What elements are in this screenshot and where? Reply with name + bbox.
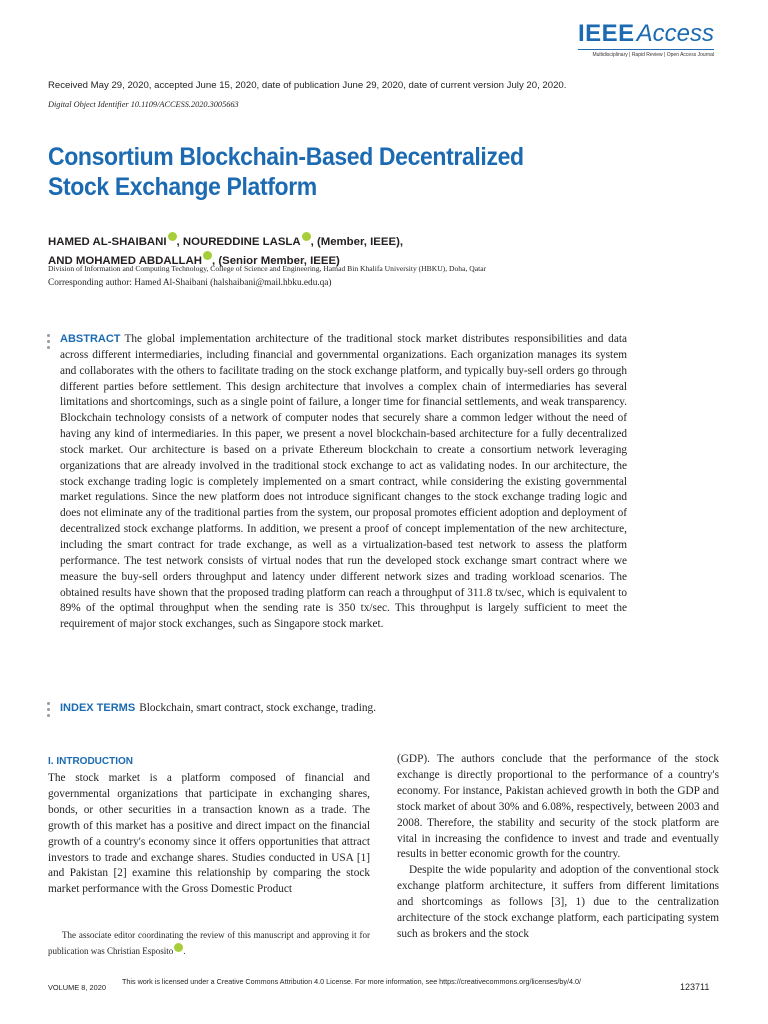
page-number: 123711 — [680, 982, 710, 992]
footer-license: This work is licensed under a Creative Commons Attribution 4.0 License. For more information, see https://creativecommons.org/licenses/by/4.0/ — [122, 977, 582, 986]
author-name: HAMED AL-SHAIBANI — [48, 235, 167, 248]
paper-title-line-2: Stock Exchange Platform — [48, 173, 317, 201]
author-name: MOHAMED ABDALLAH — [75, 254, 202, 267]
author-line-1 — [48, 232, 403, 251]
index-terms-marker-icon — [47, 702, 51, 720]
orcid-icon[interactable] — [302, 232, 311, 241]
footer-volume: VOLUME 8, 2020 — [48, 983, 106, 992]
abstract-text: The global implementation architecture of the traditional stock market distributes responsibilities and data across different intermediaries, including financial and governmental organizations. Each organization manages its system and collaborates with the others to facilitate trading on the stock exchange platform, and typically buy-sell orders go through different parties before settlement. This design architecture that involves a complex chain of intermediaries has several limitations and shortcomings, such as a single point of failure, a longer time for financial settlements, and weak transparency. Blockchain technology consists of a network of computer nodes that securely share a common ledger without the need of having any kind of intermediaries. In this paper, we present a novel blockchain-based architecture for a fully decentralized stock market. Our architecture is based on a private Ethereum blockchain to create a consortium network leveraging organizations that are already involved in the traditional stock exchange to act as validating nodes. In our architecture, the stock exchange trading logic is completely implemented on a smart contract, while considering the existing governmental market regulations. Since the new platform does not introduce significant changes to the stock exchange trading logic and does not eliminate any of the traditional parties from the system, our proposal promotes efficient adoption and deployment of decentralized stock exchange platforms. In addition, we present a proof of concept implementation of the new architecture, including the smart contract for trade exchange, as well as a virtualization-based test network to assess the platform performance. The test network consists of virtual nodes that run the developed stock exchange smart contract where we measure the buy-sell orders throughput and latency under different network sizes and trading workload scenarios. The obtained results have shown that the proposed trading platform can reach a throughput of 311.8 tx/sec, which is equivalent to 89% of the optimal throughput when the sending rate is 350 tx/sec. This throughput is largely sufficient to meet the requirement of major stock exchanges, such as Singapore stock market. — [60, 333, 627, 631]
body-paragraph: (GDP). The authors conclude that the performance of the stock exchange is directly proportional to the performance of a country's economy. For instance, Pakistan achieved growth in both the GDP and stock market of about 30% and 6.08%, respectively, between 2003 and 2008. Therefore, the stability and security of the stock platform are vital in increasing the confidence to invest and trade and eventually results in better economic growth for the country. — [397, 753, 719, 861]
author-separator: , — [176, 235, 183, 248]
doi: Digital Object Identifier 10.1109/ACCESS.2020.3005663 — [48, 100, 239, 109]
orcid-icon[interactable] — [168, 232, 177, 241]
author-conjunction: AND — [48, 254, 76, 267]
author-membership: , (Member, IEEE), — [310, 235, 404, 248]
publication-history: Received May 29, 2020, accepted June 15, 2020, date of publication June 29, 2020, date of current version July 20, 2020. — [48, 80, 567, 91]
author-membership: , (Senior Member, IEEE) — [211, 254, 340, 267]
journal-logo — [578, 22, 714, 58]
orcid-icon[interactable] — [203, 251, 212, 260]
corresponding-author: Corresponding author: Hamed Al-Shaibani (halshaibani@mail.hbku.edu.qa) — [48, 278, 332, 288]
footnote-text: The associate editor coordinating the review of this manuscript and approving it for publication was Christian Esposito — [48, 930, 370, 956]
body-column-right — [397, 752, 719, 943]
journal-brand: IEEE — [577, 20, 635, 47]
orcid-icon[interactable] — [174, 943, 183, 952]
author-name: NOUREDDINE LASLA — [182, 235, 301, 248]
paper-title — [48, 142, 600, 202]
body-column-left — [48, 755, 370, 898]
editor-footnote — [48, 928, 370, 959]
paper-title-line-1: Consortium Blockchain-Based Decentralized — [48, 143, 524, 171]
affiliation: Division of Information and Computing Technology, College of Science and Engineering, Hamad Bin Khalifa University (HBKU), Doha, Qatar — [48, 264, 487, 273]
abstract-marker-icon — [47, 334, 51, 352]
journal-logo-wordmark — [578, 22, 714, 46]
journal-tagline: Multidisciplinary | Rapid Review | Open Access Journal — [592, 52, 714, 58]
journal-name: Access — [636, 20, 714, 47]
index-terms-text: Blockchain, smart contract, stock exchange, trading. — [139, 702, 377, 714]
footnote-end: . — [183, 946, 186, 956]
section-heading: I. INTRODUCTION — [48, 756, 133, 767]
body-paragraph: The stock market is a platform composed of financial and governmental organizations that participate in exchanging shares, bonds, or other securities in a transaction known as a trade. The growth of this market has a positive and direct impact on the financial growth of a country's economy since it offers opportunities that attract investors to trade and exchange shares. Studies conducted in USA [1] and Pakistan [2] examine this relationship by comparing the stock market performance with the Gross Domestic Product — [48, 772, 370, 896]
index-terms-label: INDEX TERMS — [60, 702, 136, 714]
body-paragraph: Despite the wide popularity and adoption of the conventional stock exchange platform architecture, it suffers from different limitations and shortcomings as follows [3], 1) due to the centralization architecture of the stock exchange platform, each participating system such as brokers and the stock — [397, 864, 719, 940]
index-terms — [60, 702, 376, 714]
abstract-label: ABSTRACT — [60, 333, 121, 345]
abstract — [60, 332, 627, 633]
journal-logo-rule — [578, 49, 714, 50]
